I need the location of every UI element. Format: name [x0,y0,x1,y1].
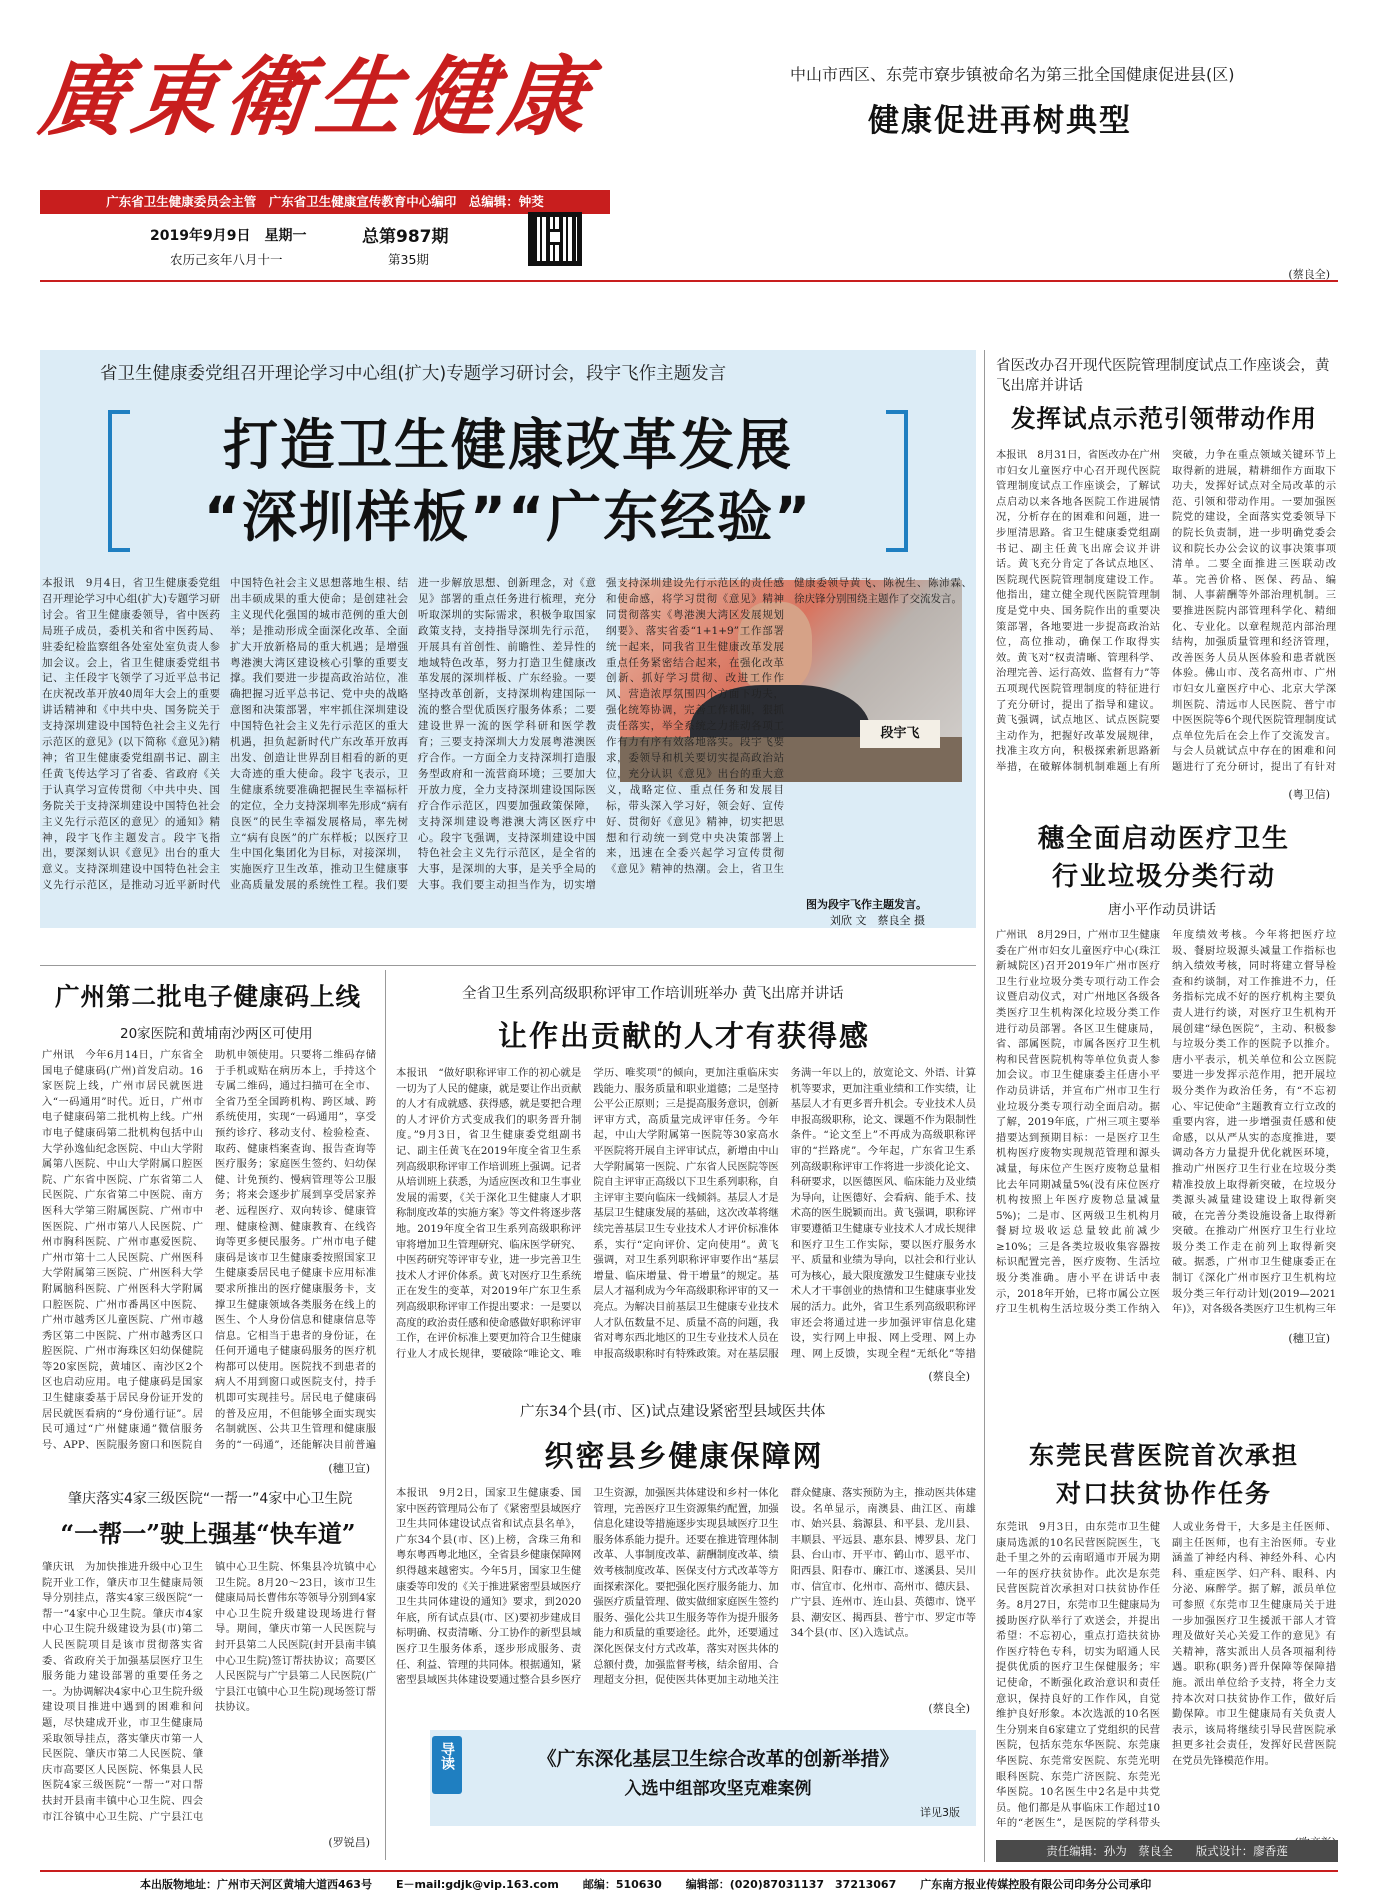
top-story-headline: 健康促进再树典型 [868,103,1132,139]
footer-phone: 编辑部：(020)87031137 37213067 [685,1878,897,1891]
title-story-credit: (蔡良全) [928,1370,970,1383]
lead-photo-caption: 图为段宇飞作主题发言。 [806,898,927,911]
publisher-line: 广东省卫生健康委员会主管 广东省卫生健康宣传教育中心编印 总编辑：钟茭 [106,194,544,209]
masthead-title: 廣東衛生健康 [34,47,598,148]
column-rule-right [984,350,985,1862]
pilot-story-kicker: 省医改办召开现代医院管理制度试点工作座谈会，黄飞出席并讲话 [996,358,1330,394]
lead-story-kicker: 省卫生健康委党组召开理论学习中心组(扩大)专题学习研讨会，段宇飞作主题发言 [100,364,727,384]
masthead [34,38,600,190]
county-story-headline: 织密县乡健康保障网 [544,1439,824,1473]
footer-email: E－mail:gdjk@vip.163.com [395,1878,559,1891]
zhaoqing-story-headline: “一帮一”驶上强基“快车道” [60,1519,356,1548]
publisher-bar [40,190,610,214]
zhaoqing-story-kicker: 肇庆落实4家三级医院“一帮一”4家中心卫生院 [68,1491,353,1507]
garbage-story-credit: (穗卫宣) [1288,1332,1330,1345]
code-story-subhead: 20家医院和黄埔南沙两区可使用 [120,1026,313,1042]
editor-bar [996,1840,1338,1862]
footer-address: 本出版物地址：广州市天河区黄埔大道西463号 [140,1878,372,1891]
garbage-headline-1: 穗全面启动医疗卫生 [1037,824,1290,854]
pilot-story-credit: (粤卫信) [1288,788,1330,801]
county-story-body: 本报讯 9月2日，国家卫生健康委、国家中医药管理局公布了《紧密型县域医疗卫生共同体建设试点省和试点县名单》，广东34个县(市、区)上榜，含珠三角和粤东粤西粤北地区，全省县乡健康保障网织得越来越密实。今年5月，国家卫生健康委等印发的《关于推进紧密型县域医疗卫生共同体建设的通知》要求，到2020年底，所有试点县(市、区)要初步建成目标明确、权责清晰、分工协作的新型县域医疗卫生服务体系，逐步形成服务、责任、利益、管理的共同体。根据通知，紧密型县域医共体建设要通过整合县乡医疗卫生资源，加强医共体建设和乡村一体化管理，完善医疗卫生资源集约配置，加强信息化建设等措施逐步实现县域医疗卫生服务体系能力提升。还要在推进管理体制改革、人事制度改革、薪酬制度改革、绩效考核制度改革、医保支付方式改革等方面探索深化。要把强化医疗服务能力、加强医疗质量管理、做实做细家庭医生签约服务、强化公共卫生服务等作为提升服务能力和质量的重要途径。此外，还要通过深化医保支付方式改革，落实对医共体的总额付费，加强监督考核，结余留用、合理超支分担，促使医共体更加主动地关注群众健康、落实预防为主，推动医共体建设。名单显示，南澳县、曲江区、南雄市、始兴县、翁源县、和平县、龙川县、丰顺县、平远县、惠东县、博罗县、龙门县、台山市、开平市、鹤山市、恩平市、阳西县、阳春市、廉江市、遂溪县、吴川市、信宜市、化州市、高州市、德庆县、广宁县、连州市、连山县、英德市、饶平县、潮安区、揭西县、普宁市、罗定市等34个县(市、区)入选试点。 [396,1487,976,1687]
footer-divider [40,1870,1338,1872]
title-story-headline: 让作出贡献的人才有获得感 [497,1019,870,1053]
zhaoqing-story-body: 肇庆讯 为加快推进升级中心卫生院开业工作，肇庆市卫生健康局领导分别挂点，落实4家三级医院“一帮一”4家中心卫生院。肇庆市4家中心卫生院升级建设为县(市)第二人民医院项目是该市贯彻落实省委、省政府关于加强基层医疗卫生服务能力建设部署的重要任务之一。为协调解决4家中心卫生院升级建设项目推进中遇到的困难和问题，尽快建成开业，市卫生健康局采取领导挂点，落实肇庆市第一人民医院、肇庆市第二人民医院、肇庆市高要区人民医院、怀集县人民医院4家三级医院“一帮一”对口帮扶封开县南丰镇中心卫生院、四会市江谷镇中心卫生院、广宁县江屯镇中心卫生院、怀集县冷坑镇中心卫生院。8月20～23日，该市卫生健康局局长曹伟东等领导分别到4家中心卫生院升级建设现场进行督导。期间，肇庆市第一人民医院与封开县第二人民医院(封开县南丰镇中心卫生院)签订帮扶协议；高要区人民医院与广宁县第二人民医院(广宁县江屯镇中心卫生院)现场签订帮扶协议。 [42,1561,376,1823]
dongguan-story-body: 东莞讯 9月3日，由东莞市卫生健康局选派的10名民营医院医生，飞赴千里之外的云南昭通市开展为期一年的医疗扶贫协作。此次是东莞民营医院首次承担对口扶贫协作任务。8月27日，东莞市卫生健康局为援助医疗队举行了欢送会，并提出希望：不忘初心，重点打造扶贫协作医疗特色专科，切实为昭通人民提供优质的医疗卫生保健服务；牢记使命，不断强化政治意识和责任意识，保持良好的工作作风，自觉维护良好形象。本次选派的10名医生分别来自6家建立了党组织的民营医院，包括东莞东华医院、东莞康华医院、东莞常安医院、东莞光明眼科医院、东莞广济医院、东莞光华医院。10名医生中2名是中共党员。他们都是从事临床工作超过10年的“老医生”，是医院的学科带头人或业务骨干，大多是主任医师、副主任医师，也有主治医师。专业涵盖了神经内科、神经外科、心内科、重症医学、妇产科、眼科、内分泌、麻醉学。据了解，派员单位可参照《东莞市卫生健康局关于进一步加强医疗卫生援派干部人才管理及做好关心关爱工作的意见》有关精神，落实派出人员各项福利待遇。职称(职务)晋升保障等保障措施。派出单位给予支持，将全力支持本次对口扶贫协作工作，做好后勤保障。市卫生健康局有关负责人表示，该局将继续引导民营医院承担更多社会责任，发挥好民营医院在党员先锋模范作用。 [996,1521,1336,1830]
footer [140,1876,1340,1896]
pilot-story-body: 本报讯 8月31日，省医改办在广州市妇女儿童医疗中心召开现代医院管理制度试点工作座谈会，了解试点启动以来各地各医院工作进展情况，分析存在的困难和问题，进一步厘清思路。省卫生健康委党组副书记、副主任黄飞出席会议并讲话。黄飞充分肯定了各试点地区、医院现代医院管理制度建设工作。他指出，建立健全现代医院管理制度是党中央、国务院作出的重要决策部署，各地要进一步提高政治站位，高位推动，确保工作取得实效。黄飞对“权责清晰、管理科学、治理完善、运行高效、监督有力”等五项现代医院管理制度的特征进行了充分研讨，提出了指导和建议。黄飞强调，试点地区、试点医院要主动作为，把握好改革发展规律，找准主攻方向，积极探索新思路新举措，在破解体制机制难题上有所突破，力争在重点领域关键环节上取得新的进展，精耕细作方面取下功夫，发挥好试点对全局改革的示范、引领和带动作用。一要加强医院党的建设，全面落实党委领导下的院长负责制，进一步明确党委会议和院长办公会议的议事决策事项清单。二要全面推进三医联动改革。完善价格、医保、药品、编制、人事薪酬等外部治理机制。三要推进医院内部管理科学化、精细化、专业化。以章程规范内部治理结构，加强质量管理和经济管理，改善医务人员从医体验和患者就医体验。佛山市、茂名高州市、广州市妇女儿童医疗中心、北京大学深圳医院、清远市人民医院、普宁市中医医院等6个现代医院管理制度试点单位先后在会上作了交流发言。与会人员就试点中存在的困难和问题进行了充分研讨，提出了有针对 [996,449,1336,773]
lunar-line: 农历己亥年八月十一 [170,252,283,267]
section-rule [40,965,976,966]
top-story-body [750,150,1340,268]
lead-headline-1: 打造卫生健康改革发展 [222,413,793,477]
title-story-kicker: 全省卫生系列高级职称评审工作培训班举办 黄飞出席并讲话 [462,986,844,1002]
code-story-body: 广州讯 今年6月14日，广东省全国电子健康码(广州)首发启动。16家医院上线，广州市居民就医进入“一码通用”时代。近日，广州市电子健康码第二批机构上线。广州市电子健康码第二批机构包括中山大学孙逸仙纪念医院、中山大学附属第八医院、中山大学附属口腔医院、广东省中医院、广东省第二人民医院、广东省第二中医院、南方医科大学第三附属医院、广州市中医医院、广州市第八人民医院、广州市胸科医院、广州市惠爱医院、广州市第十二人民医院、广州医科大学附属第三医院、广州医科大学附属脑科医院、广州医科大学附属口腔医院、广州市番禺区中医院、广州市越秀区儿童医院、广州市越秀区第二中医院、广州市越秀区口腔医院、广州市海珠区妇幼保健院等20家医院，黄埔区、南沙区2个区也启动应用。电子健康码是国家卫生健康委基于居民身份证开发的居民就医看病的“身份通行证”。居民可通过“广州健康通”微信服务号、APP、医院服务窗口和医院自助机申领使用。只要将二维码存储于手机或贴在病历本上，手持这个专属二维码，通过扫描可在全市、全省乃至全国跨机构、跨区域、跨系统使用，实现“一码通用”，享受预约诊疗、移动支付、检验检查、取药、健康档案查询、报告查询等医疗服务；家庭医生签约、妇幼保健、计免预约、慢病管理等公卫服务；将来会逐步扩展到享受居家养老、远程医疗、双向转诊、健康管理、健康检测、健康教育、在线咨询等更多便民服务。广州市电子健康码是该市卫生健康委按照国家卫生健康委居民电子健康卡应用标准要求所推出的医疗健康服务卡，支撑卫生健康领域各类服务在线上的医生、个人身份信息和健康信息等信息。它相当于患者的身份证，在任何开通电子健康码服务的医疗机构都可以使用。医院找不到患者的病人不用到窗口或医院支付，持手机即可实现挂号。居民电子健康码的普及应用，不但能够全面实现实名制就医、公共卫生管理和健康服务的“一码通”，还能解决目前普遍 [42,1049,376,1451]
lead-headline-2: “深圳样板”“广东经验” [203,485,813,549]
qr-code [528,212,582,266]
dongguan-headline-1: 东莞民营医院首次承担 [1028,1441,1299,1470]
garbage-subhead: 唐小平作动员讲话 [1108,902,1216,918]
column-rule-left [385,970,386,1860]
code-story-credit: (穗卫宣) [328,1462,370,1475]
footer-postcode: 邮编：510630 [582,1878,662,1891]
date-line: 2019年9月9日 星期一 [150,228,307,244]
guide-label: 导读 [432,1736,462,1794]
zhaoqing-story-credit: (罗锐昌) [328,1836,370,1849]
issue-number: 第35期 [388,252,429,267]
garbage-story-body: 广州讯 8月29日，广州市卫生健康委在广州市妇女儿童医疗中心(珠江新城院区)召开2019年广州市医疗卫生行业垃圾分类专项行动工作会议暨启动仪式，对广州地区各级各类医疗卫生机构深化垃圾分类工作进行动员部署。各区卫生健康局，省、部属医院，市属各医疗卫生机构和民营医院机构等单位负责人参加会议。市卫生健康委主任唐小平作动员讲话，并宣布广州市卫生行业垃圾分类专项行动全面启动。据了解，2019年底，广州三项主要举措要达到预期目标：一是医疗卫生机构医疗废物实现规范管理和源头减量，每床位产生医疗废物总量相比去年同期减量5%(没有床位医疗机构按照上年医疗废物总量减量5%)；二是市、区两级卫生机构月餐厨垃圾收运总量较此前减少≥10%；三是各类垃圾收集容器按标识配置完善，医疗废物、生活垃圾分类准确。唐小平在讲话中表示，2018年开始，已将市属公立医疗卫生机构生活垃圾分类工作纳入年度绩效考核。今年将把医疗垃圾、餐厨垃圾源头减量工作指标也纳入绩效考核，同时将建立督导检查和约谈制，对工作推进不力，任务指标完成不好的医疗机构主要负责人进行约谈，对医疗卫生机构开展创建“绿色医院”，主动、积极参与垃圾分类工作的医院予以推介。唐小平表示，机关单位和公立医院要进一步发挥示范作用，把开展垃圾分类作为政治任务，有“不忘初心、牢记使命”主题教育立行立改的重要内容，进一步增强责任感和使命感，以从严从实的态度推进，要调动各方力量提升优化就医环境，推动广州医疗卫生行业在垃圾分类精准投放上取得新突破，在垃圾分类源头减量建设建设上取得新突破，在完善分类设施设备上取得新突破。在推动广州医疗卫生行业垃圾分类工作走在前列上取得新突破。据悉，广州市卫生健康委正在制订《深化广州市医疗卫生机构垃圾分类三年行动计划(2019—2021年)》，对各级各类医疗卫生机构三年 [996,929,1336,1316]
lead-photo-credit: 刘欣 文 蔡良全 摄 [830,914,925,927]
county-story-kicker: 广东34个县(市、区)试点建设紧密型县域医共体 [520,1404,826,1420]
garbage-headline-2: 行业垃圾分类行动 [1051,862,1276,892]
lead-story-body: 本报讯 9月4日，省卫生健康委党组召开理论学习中心组(扩大)专题学习研讨会。省卫生健康委领导，省中医药局班子成员，委机关和省中医药局、驻委纪检监察组各处室处室负责人参加会议。会上，省卫生健康委党组书记、主任段宇飞领学了习近平总书记在庆祝改革开放40周年大会上的重要讲话精神和《中共中央、国务院关于支持深圳建设中国特色社会主义先行示范区的意见》(以下简称《意见》)精神；省卫生健康委党组副书记、副主任黄飞传达学习了省委、省政府《关于认真学习宣传贯彻〈中共中央、国务院关于支持深圳建设中国特色社会主义先行示范区的意见〉的通知》精神，段宇飞作主题发言。段宇飞指出，要深刻认识《意见》出台的重大意义。支持深圳建设中国特色社会主义先行示范区，是推动习近平新时代中国特色社会主义思想落地生根、结出丰硕成果的重大使命；是创建社会主义现代化强国的城市范例的重大创举；是推动形成全面深化改革、全面扩大开放新格局的重大机遇；是增强粤港澳大湾区建设核心引擎的重要支撑。我们要进一步提高政治站位，准确把握习近平总书记、党中央的战略意图和决策部署，牢牢抓住深圳建设中国特色社会主义先行示范区的重大机遇，担负起新时代广东改革开放再出发、创造让世界刮目相看的新的更大奇迹的重大使命。段宇飞表示，卫生健康系统要准确把握民生幸福标杆的定位，全力支持深圳率先形成“病有良医”的民生幸福发展格局，率先树立“病有良医”的广东样板；以医疗卫生中国化集团化为目标，对接深圳，实施医疗卫生改革，推动卫生健康事业高质量发展的系统性工程。我们要进一步解放思想、创新理念，对《意见》部署的重点任务进行梳理，充分听取深圳的实际需求，积极争取国家政策支持，支持指导深圳先行示范，开展具有首创性、前瞻性、差异性的地域特色改革，努力打造卫生健康改革发展的深圳样板、广东经验。一要坚持改革创新，支持深圳构建国际一流的整合型优质医疗服务体系；二要建设世界一流的医学科研和医学教育；三要支持深圳大力发展粤港澳医疗合作。一方面全力支持深圳打造服务型政府和一流营商环境；三要加大开放力度，全力支持深圳建设国际医疗合作示范区，四要加强政策保障，支持深圳建设粤港澳大湾区医疗中心。段宇飞强调，支持深圳建设中国特色社会主义先行示范区，是全省的大事，是深圳的大事，是关乎全局的大事。我们要主动担当作为，切实增强支持深圳建设先行示范区的责任感和使命感，将学习贯彻《意见》精神同贯彻落实《粤港澳大湾区发展规划纲要》、落实省委“1+1+9”工作部署统一起来，同我省卫生健康改革发展重点任务紧密结合起来，在强化改革创新、抓好学习贯彻、改进工作作风、营造浓厚氛围四个方面下功夫，强化统筹协调，完善工作机制，狠抓责任落实，举全系统之力推动各项工作有力有序有效落地落实。段宇飞要求，委领导和机关要切实提高政治站位，充分认识《意见》出台的重大意义，战略定位、重点任务和发展目标，带头深入学习好，领会好、宣传好、贯彻好《意见》精神，切实把思想和行动统一到党中央决策部署上来，迅速在全委兴起学习宣传贯彻《意见》精神的热潮。会上，省卫生健康委领导黄飞、陈祝生、陈沛霖、徐庆锋分别围绕主题作了交流发言。 [42,577,972,892]
top-story-credit: (蔡良全) [1288,268,1330,281]
lead-bracket-left [108,410,130,552]
issue-total: 总第987期 [362,227,449,247]
pilot-story-headline: 发挥试点示范引领带动作用 [1011,404,1317,433]
masthead-divider [40,280,1338,282]
guide-page-ref: 详见3版 [920,1806,960,1819]
lead-photo-nameplate: 段宇飞 [860,720,940,748]
title-story-body: 本报讯 “做好职称评审工作的初心就是一切为了人民的健康，就是要让作出贡献的人才有成就感、获得感，就是要把合理的人才评价方式变成我们的职务晋升制度。”9月3日，省卫生健康委党组副书记、副主任黄飞在2019年度全省卫生系列高级职称评审工作培训班上强调。记者从培训班上获悉，为适应医改和卫生事业发展的需要，《关于深化卫生健康人才职称制度改革的实施方案》等文件将逐步落地。2019年度全省卫生系列高级职称评审将增加卫生管理研究、临床医学研究、中医药研究等评审专业，进一步完善卫生技术人才评价体系。黄飞对医疗卫生系统正在发生的变革，对2019年广东卫生系列高级职称评审工作提出要求：一是要以高度的政治责任感和使命感做好职称评审工作，在评价标准上要更加符合卫生健康行业人才成长规律，要破除“唯论文、唯学历、唯奖项”的倾向，更加注重临床实践能力、服务质量和职业道德；二是坚持公平公正原则；三是提高服务意识，创新评审方式，高质量完成评审任务。今年起，中山大学附属第一医院等30家高水平医院将开展自主评审试点，新增由中山大学附属第一医院、广东省人民医院等医院自主评审正高级以下卫生系列职称，自主评审主要向临床一线倾斜。基层人才是基层卫生健康发展的基础，这次改革将继续完善基层卫生专业技术人才评价标准体系，实行“定向评价、定向使用”。黄飞强调，对卫生系列职称评审要作出“基层增量、临床增量、骨干增量”的规定。基层人才福利成为今年高级职称评审的又一亮点。为解决目前基层卫生健康专业技术人才队伍数量不足、质量不高的问题，我省对粤东西北地区的卫生专业技术人员在申报高级职称时有特殊政策。对在基层服务满一年以上的，放宽论文、外语、计算机等要求，更加注重业绩和工作实绩，让基层人才有更多晋升机会。专业技术人员申报高级职称，论文、课题不作为限制性条件。“论文至上”不再成为高级职称评审的“拦路虎”。今年起，广东省卫生系列高级职称评审工作将进一步淡化论文、科研要求，以医德医风、临床能力及业绩为导向，让医德好、会看病、能手术、技术高的医生脱颖而出。黄飞强调，职称评审要遵循卫生健康专业技术人才成长规律和医疗卫生工作实际，要以医疗服务水平、质量和业绩为导向，以社会和行业认可为核心，最大限度激发卫生健康专业技术人才干事创业的热情和卫生健康事业发展的活力。此外，省卫生系列高级职称评审还会将通过进一步加强评审信息化建设，实行网上申报、网上受理、网上办理、网上反馈，实现全程“无纸化”等措 [396,1067,976,1360]
code-story-headline: 广州第二批电子健康码上线 [55,982,361,1011]
dongguan-headline-2: 对口扶贫协作任务 [1055,1479,1272,1508]
county-story-credit: (蔡良全) [928,1702,970,1715]
guide-title: 《广东深化基层卫生综合改革的创新举措》 [537,1748,899,1770]
guide-subtitle: 入选中组部攻坚克难案例 [624,1779,812,1799]
footer-printer: 广东南方报业传媒控股有限公司印务分公司承印 [920,1878,1152,1891]
lead-bracket-right [886,410,908,552]
top-story-kicker: 中山市西区、东莞市寮步镇被命名为第三批全国健康促进县(区) [790,65,1235,84]
editor-credits: 责任编辑：孙为 蔡良全 版式设计：廖香莲 [1046,1844,1288,1858]
